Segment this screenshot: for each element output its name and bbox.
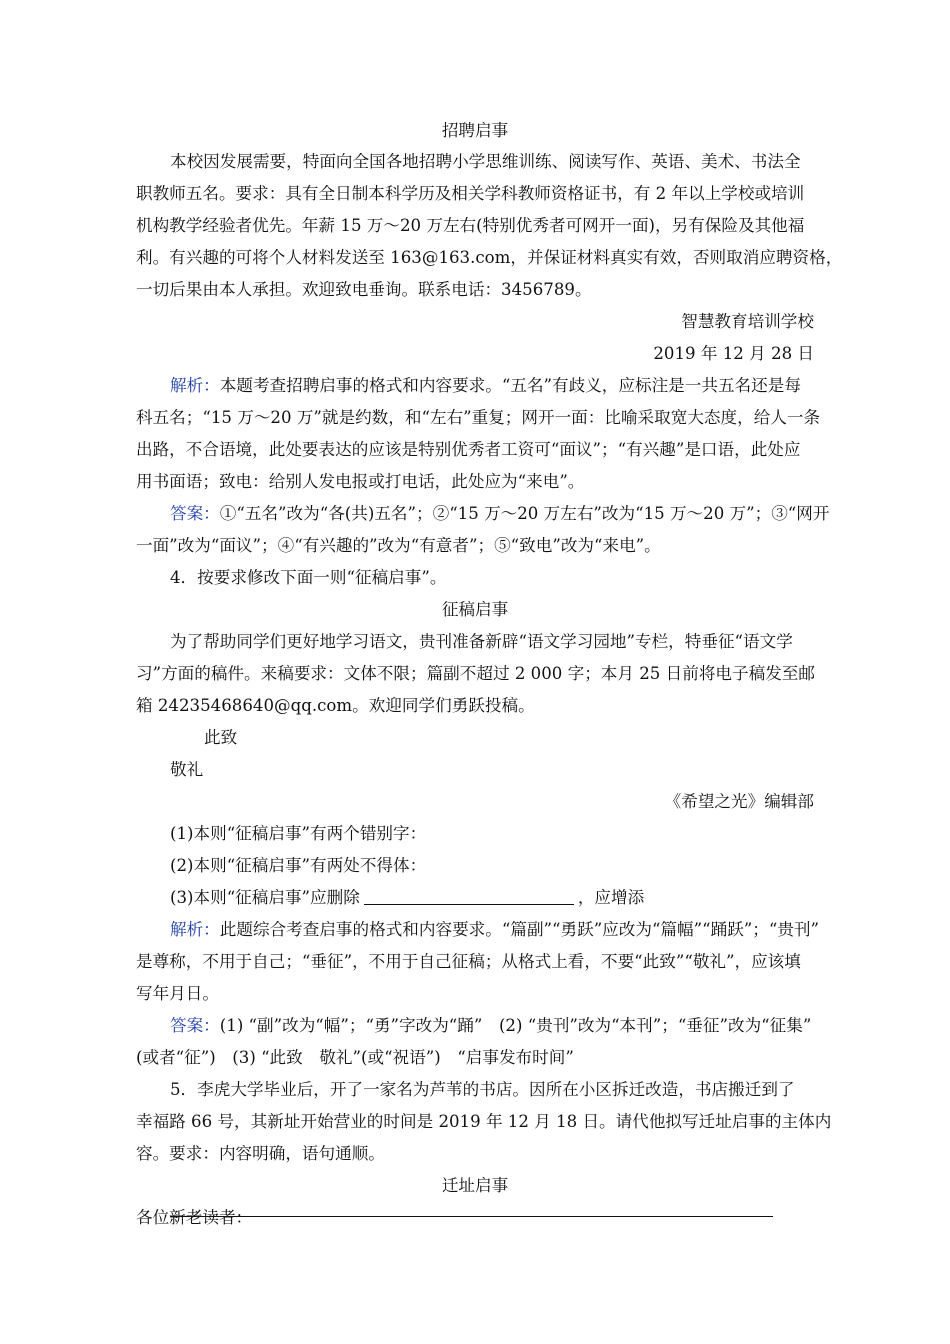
answer-line: (或者“征”) (3) “此致 敬礼”(或“祝语”) “启事发布时间” (136, 1048, 574, 1067)
analysis-line: 写年月日。 (136, 984, 219, 1003)
question-5-line: 幸福路 66 号，其新址开始营业的时间是 2019 年 12 月 18 日。请代他拟写迁址启事的主体内 (136, 1112, 832, 1131)
answer-line (170, 1015, 811, 1037)
recruit-body-line: 一切后果由本人承担。欢迎致电垂询。联系电话：3456789。 (136, 280, 592, 299)
analysis-text: 此题综合考查启事的格式和内容要求。“篇副”“勇跃”应改为“篇幅”“踊跃”；“贵刊” (219, 920, 820, 939)
solicit-jingli: 敬礼 (170, 760, 204, 779)
solicit-body-line: 习”方面的稿件。来稿要求：文体不限；篇副不超过 2 000 字；本月 25 日前将电子稿发至邮 (136, 664, 815, 683)
subquestion-3-text: (3)本则“征稿启事”应删除 (170, 888, 360, 907)
recruit-body-line: 职教师五名。要求：具有全日制本科学历及相关学科教师资格证书，有 2 年以上学校或培训 (136, 184, 805, 203)
analysis-label: 解析： (170, 920, 220, 939)
subquestion-3-tail: ，应增添 (577, 888, 645, 907)
recruit-body-line: 利。有兴趣的可将个人材料发送至 163@163.com，并保证材料真实有效，否则取消应聘资格， (136, 248, 843, 267)
recruit-title: 招聘启事 (441, 121, 509, 140)
recruit-body-line: 本校因发展需要，特面向全国各地招聘小学思维训练、阅读写作、英语、美术、书法全 (170, 152, 801, 171)
analysis-label: 解析： (170, 376, 220, 395)
subquestion-2: (2)本则“征稿启事”有两处不得体： (170, 856, 427, 875)
recruit-date: 2019 年 12 月 28 日 (653, 344, 814, 363)
solicit-title: 征稿启事 (441, 600, 509, 619)
answer-label: 答案： (170, 504, 220, 523)
subquestion-3 (170, 887, 644, 909)
solicit-body-line: 箱 24235468640@qq.com。欢迎同学们勇跃投稿。 (136, 696, 535, 715)
analysis-line: 用书面语；致电：给别人发电报或打电话，此处应为“来电”。 (136, 472, 585, 491)
recruit-signature: 智慧教育培训学校 (681, 312, 814, 331)
answer-line: 一面”改为“面议”；④“有兴趣的”改为“有意者”；⑤“致电”改为“来电”。 (136, 536, 661, 555)
question-5-line: 5．李虎大学毕业后，开了一家名为芦苇的书店。因所在小区拆迁改造，书店搬迁到了 (170, 1080, 795, 1099)
relocation-title: 迁址启事 (441, 1176, 509, 1195)
analysis-line (170, 919, 819, 941)
question-4-prompt: 4．按要求修改下面一则“征稿启事”。 (170, 568, 447, 587)
analysis-line: 出路，不合语境，此处要表达的应该是特别优秀者工资可“面议”；“有兴趣”是口语，此处应 (136, 440, 801, 459)
analysis-line: 是尊称，不用于自己；“垂征”，不用于自己征稿；从格式上看，不要“此致”“敬礼”，应该填 (136, 952, 801, 971)
recruit-body-line: 机构教学经验者优先。年薪 15 万～20 万左右(特别优秀者可网开一面)，另有保险及其他福 (136, 216, 805, 235)
answer-line (170, 503, 829, 525)
answer-label: 答案： (170, 1016, 220, 1035)
analysis-line (170, 375, 801, 397)
answer-blank (364, 888, 574, 905)
answer-text: ①“五名”改为“各(共)五名”；②“15 万～20 万左右”改为“15 万～20 万”；③“网开 (219, 504, 830, 523)
solicit-body-line: 为了帮助同学们更好地学习语文，贵刊准备新辟“语文学习园地”专栏，特垂征“语文学 (170, 632, 793, 651)
solicit-cizhi: 此致 (204, 728, 238, 747)
answer-text: (1) “副”改为“幅”；“勇”字改为“踊” (2) “贵刊”改为“本刊”；“垂征”改为“征集” (219, 1016, 812, 1035)
analysis-text: 本题考查招聘启事的格式和内容要求。“五名”有歧义，应标注是一共五名还是每 (219, 376, 801, 395)
solicit-signature: 《希望之光》编辑部 (664, 792, 814, 811)
question-5-line: 容。要求：内容明确，语句通顺。 (136, 1144, 385, 1163)
analysis-line: 科五名；“15 万～20 万”就是约数，和“左右”重复；网开一面：比喻采取宽大态度，给人一条 (136, 408, 821, 427)
relocation-greeting: 各位新老读者： (136, 1208, 253, 1227)
subquestion-1: (1)本则“征稿启事”有两个错别字： (170, 824, 427, 843)
answer-line-rule (170, 1216, 773, 1217)
